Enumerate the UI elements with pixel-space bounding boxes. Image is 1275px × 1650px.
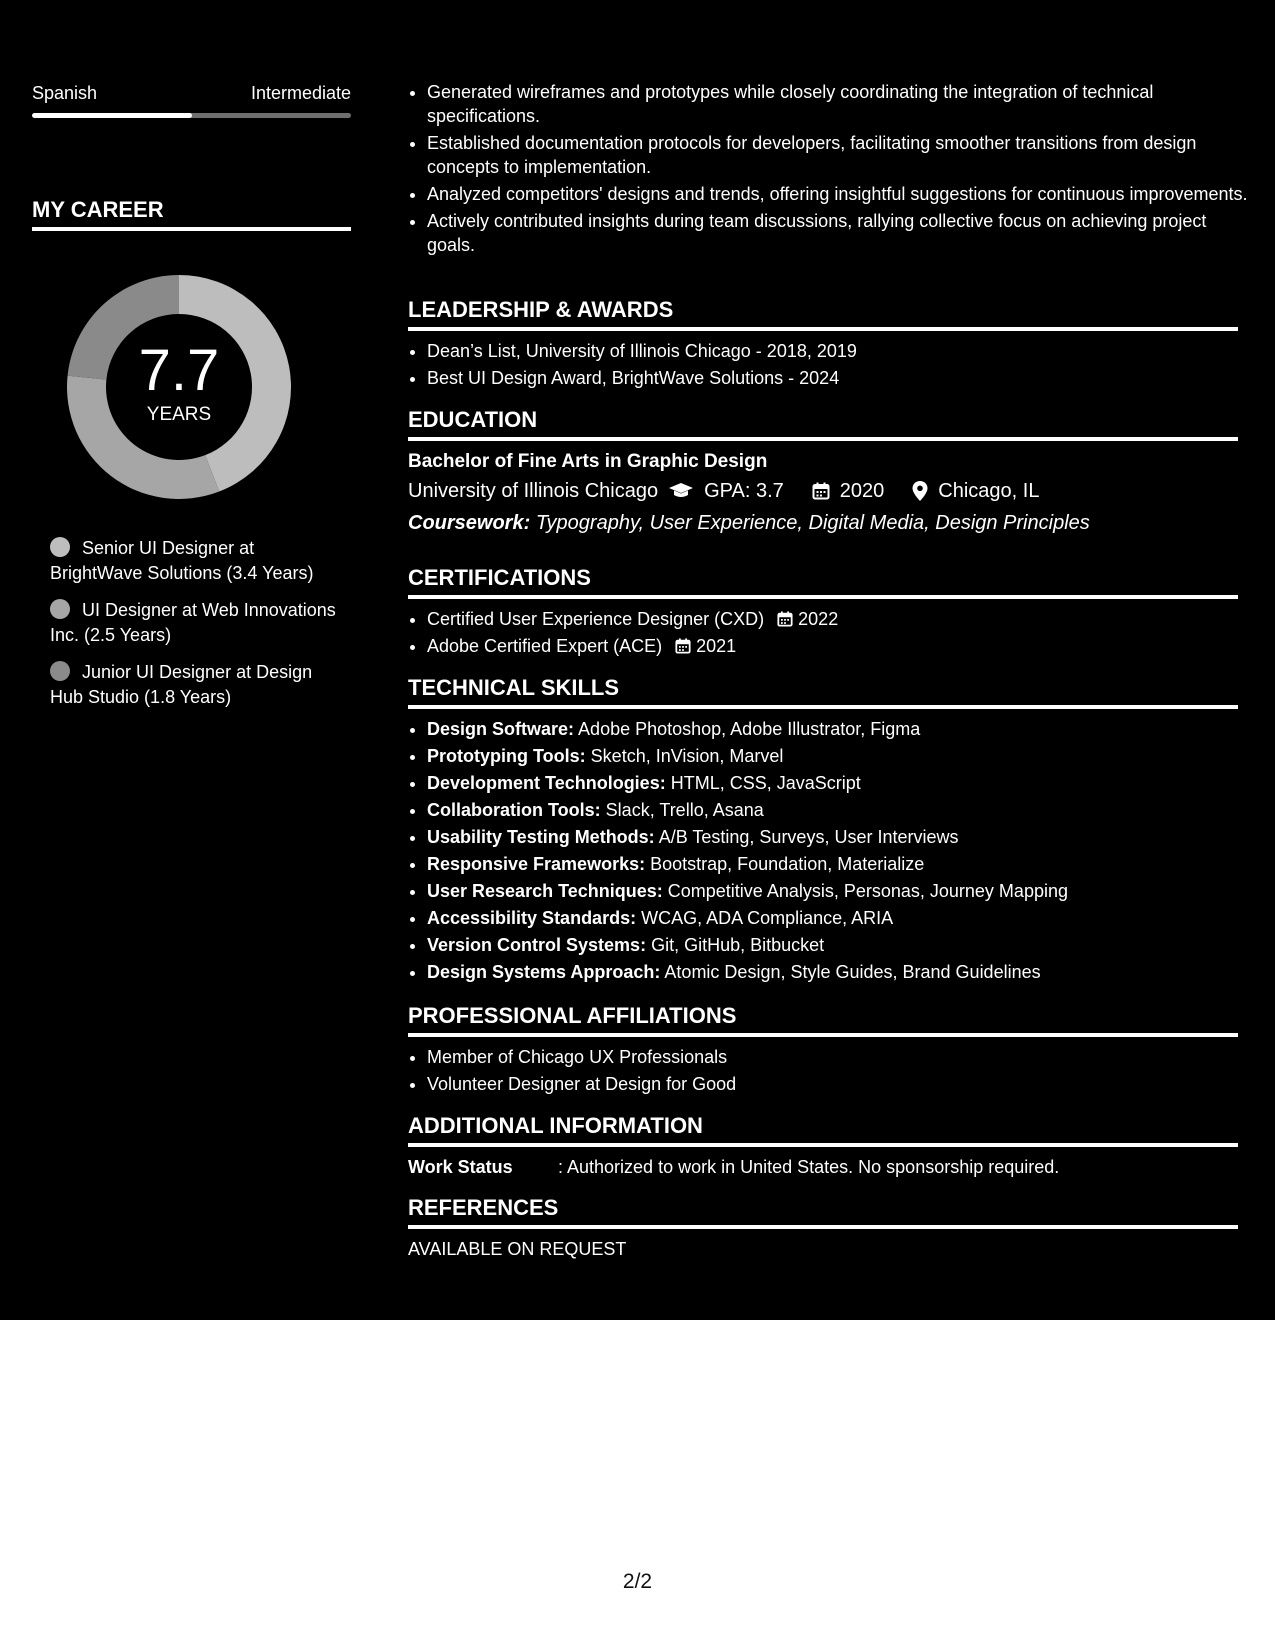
affiliation-item: • Member of Chicago UX Professionals — [427, 1045, 1238, 1069]
total-years-unit: YEARS — [146, 404, 212, 425]
certifications-title: CERTIFICATIONS — [408, 564, 1238, 599]
skill-item: • Prototyping Tools: Sketch, InVision, Marvel — [427, 744, 1238, 768]
skill-item: • Collaboration Tools: Slack, Trello, Asana — [427, 798, 1238, 822]
work-status-label: Work Status — [408, 1157, 513, 1177]
certification-name: Certified User Experience Designer (CXD) — [427, 609, 765, 629]
skill-item: • Design Software: Adobe Photoshop, Adobe Illustrator, Figma — [427, 717, 1238, 741]
main-content — [378, 0, 1275, 1320]
experience-bullet: • Actively contributed insights during team discussions, rallying collective focus on achieving project goals. — [427, 209, 1257, 257]
language-level-bar — [32, 113, 351, 118]
graduation-year: 2020 — [839, 480, 885, 502]
experience-bullets — [408, 80, 1257, 260]
skill-item: • Responsive Frameworks: Bootstrap, Foundation, Materialize — [427, 852, 1238, 876]
legend-dot-icon — [50, 599, 70, 619]
affiliations-title: PROFESSIONAL AFFILIATIONS — [408, 1002, 1238, 1037]
leadership-title: LEADERSHIP & AWARDS — [408, 296, 1238, 331]
sidebar — [0, 0, 378, 1320]
education-title: EDUCATION — [408, 406, 1238, 441]
work-status-value: : Authorized to work in United States. No sponsorship required. — [558, 1157, 1060, 1177]
calendar-icon — [777, 611, 793, 627]
leadership-section — [408, 296, 1238, 393]
career-legend — [50, 536, 350, 722]
location-pin-icon — [912, 481, 928, 501]
education-section — [408, 406, 1238, 537]
skills-list — [408, 717, 1238, 984]
certification-year: 2022 — [798, 609, 839, 629]
career-role-label: UI Designer at Web Innovations Inc. (2.5 Years) — [50, 600, 336, 645]
coursework — [408, 509, 1238, 537]
skill-item: • Accessibility Standards: WCAG, ADA Compliance, ARIA — [427, 906, 1238, 930]
affiliations-section — [408, 1002, 1238, 1099]
coursework-label: Coursework: — [408, 512, 531, 534]
skill-item: • Version Control Systems: Git, GitHub, Bitbucket — [427, 933, 1238, 957]
references-text: AVAILABLE ON REQUEST — [408, 1239, 627, 1259]
skills-section — [408, 674, 1238, 987]
legend-dot-icon — [50, 661, 70, 681]
school-name: University of Illinois Chicago — [408, 480, 659, 502]
skill-item: • Development Technologies: HTML, CSS, JavaScript — [427, 771, 1238, 795]
skills-title: TECHNICAL SKILLS — [408, 674, 1238, 709]
skill-item: • Design Systems Approach: Atomic Design, Style Guides, Brand Guidelines — [427, 960, 1238, 984]
legend-dot-icon — [50, 537, 70, 557]
experience-bullet: • Established documentation protocols for developers, facilitating smoother transitions from design concepts to implementation. — [427, 131, 1257, 179]
experience-bullet: • Generated wireframes and prototypes while closely coordinating the integration of technical specifications. — [427, 80, 1257, 128]
language-skill — [32, 82, 351, 118]
additional-info-section — [408, 1112, 1238, 1179]
references-section — [408, 1194, 1238, 1261]
certification-year: 2021 — [696, 636, 737, 656]
affiliation-item: • Volunteer Designer at Design for Good — [427, 1072, 1238, 1096]
gpa-value: GPA: 3.7 — [704, 480, 784, 502]
calendar-icon — [675, 638, 691, 654]
certification-item — [427, 634, 1238, 658]
total-years-value: 7.7 — [138, 338, 220, 403]
school-location: Chicago, IL — [938, 480, 1040, 502]
language-name: Spanish — [32, 83, 98, 103]
career-legend-item — [50, 598, 350, 648]
skill-item: • Usability Testing Methods: A/B Testing, Surveys, User Interviews — [427, 825, 1238, 849]
graduation-cap-icon — [668, 482, 694, 500]
additional-info-title: ADDITIONAL INFORMATION — [408, 1112, 1238, 1147]
skill-item: • User Research Techniques: Competitive Analysis, Personas, Journey Mapping — [427, 879, 1238, 903]
certifications-section — [408, 564, 1238, 661]
career-role-label: Senior UI Designer at BrightWave Solutions (3.4 Years) — [50, 538, 314, 583]
coursework-list: Typography, User Experience, Digital Media, Design Principles — [535, 512, 1090, 534]
award-item: • Dean’s List, University of Illinois Chicago - 2018, 2019 — [427, 339, 1238, 363]
language-level-fill — [32, 113, 192, 118]
career-legend-item — [50, 660, 350, 710]
degree-name: Bachelor of Fine Arts in Graphic Design — [408, 451, 768, 472]
calendar-icon — [812, 482, 830, 500]
award-item: • Best UI Design Award, BrightWave Solutions - 2024 — [427, 366, 1238, 390]
career-section-title: MY CAREER — [32, 196, 351, 231]
donut-center-label — [66, 274, 292, 500]
certification-name: Adobe Certified Expert (ACE) — [427, 636, 663, 656]
education-meta — [408, 477, 1238, 505]
page-number: 2/2 — [622, 1570, 653, 1593]
experience-bullet: • Analyzed competitors' designs and trends, offering insightful suggestions for continuous improvements. — [427, 182, 1257, 206]
career-legend-item — [50, 536, 350, 586]
certification-item — [427, 607, 1238, 631]
language-level: Intermediate — [250, 83, 351, 103]
references-title: REFERENCES — [408, 1194, 1238, 1229]
career-role-label: Junior UI Designer at Design Hub Studio (1.8 Years) — [50, 662, 313, 707]
